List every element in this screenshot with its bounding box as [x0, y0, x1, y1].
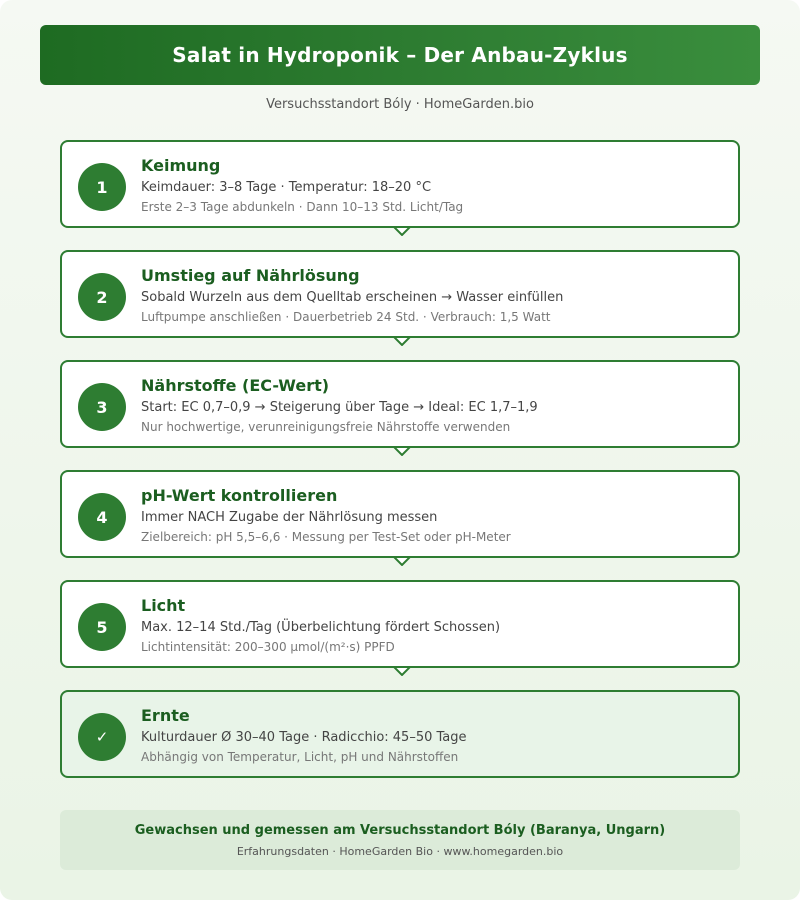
step-title: pH-Wert kontrollieren — [141, 486, 338, 505]
step-note: Abhängig von Temperatur, Licht, pH und Nährstoffen — [141, 750, 459, 764]
step-licht — [60, 580, 740, 668]
step-ernte — [60, 690, 740, 778]
step-number-badge: 1 — [78, 163, 126, 211]
page-title: Salat in Hydroponik – Der Anbau-Zyklus — [172, 43, 628, 67]
page-subtitle: Versuchsstandort Bóly · HomeGarden.bio — [266, 97, 534, 112]
step-note: Nur hochwertige, verunreinigungsfreie Nährstoffe verwenden — [141, 420, 511, 434]
step-note: Luftpumpe anschließen · Dauerbetrieb 24 Std. · Verbrauch: 1,5 Watt — [141, 310, 551, 324]
step-detail: Immer NACH Zugabe der Nährlösung messen — [141, 510, 438, 525]
step-note: Erste 2–3 Tage abdunkeln · Dann 10–13 Std. Licht/Tag — [141, 200, 464, 214]
step-detail: Keimdauer: 3–8 Tage · Temperatur: 18–20 °C — [141, 180, 432, 195]
chevron-down-icon — [393, 336, 411, 346]
step-number-badge: 3 — [78, 383, 126, 431]
step-keimung — [60, 140, 740, 228]
step-detail: Start: EC 0,7–0,9 → Steigerung über Tage → Ideal: EC 1,7–1,9 — [141, 400, 538, 415]
chevron-down-icon — [393, 556, 411, 566]
chevron-down-icon — [393, 446, 411, 456]
step-naehrloesung — [60, 250, 740, 338]
step-title: Keimung — [141, 156, 221, 175]
step-detail: Max. 12–14 Std./Tag (Überbelichtung fördert Schossen) — [141, 620, 501, 635]
chevron-down-icon — [393, 226, 411, 236]
step-number-badge: 5 — [78, 603, 126, 651]
check-icon: ✓ — [78, 713, 126, 761]
footer-box — [60, 810, 740, 870]
step-title: Umstieg auf Nährlösung — [141, 266, 360, 285]
cycle-steps — [60, 140, 740, 800]
step-detail: Kulturdauer Ø 30–40 Tage · Radicchio: 45–50 Tage — [141, 730, 467, 745]
step-number-badge: 4 — [78, 493, 126, 541]
chevron-down-icon — [393, 666, 411, 676]
step-title: Ernte — [141, 706, 190, 725]
header-banner — [40, 25, 760, 85]
step-note: Zielbereich: pH 5,5–6,6 · Messung per Test-Set oder pH-Meter — [141, 530, 511, 544]
footer-credits: Erfahrungsdaten · HomeGarden Bio · www.homegarden.bio — [236, 845, 564, 858]
step-naehrstoffe — [60, 360, 740, 448]
step-note: Lichtintensität: 200–300 µmol/(m²·s) PPFD — [141, 640, 395, 654]
step-title: Licht — [141, 596, 186, 615]
step-number-badge: 2 — [78, 273, 126, 321]
step-ph-wert — [60, 470, 740, 558]
step-detail: Sobald Wurzeln aus dem Quelltab erscheinen → Wasser einfüllen — [141, 290, 564, 305]
footer-location: Gewachsen und gemessen am Versuchsstandort Bóly (Baranya, Ungarn) — [134, 823, 666, 838]
step-title: Nährstoffe (EC-Wert) — [141, 376, 330, 395]
